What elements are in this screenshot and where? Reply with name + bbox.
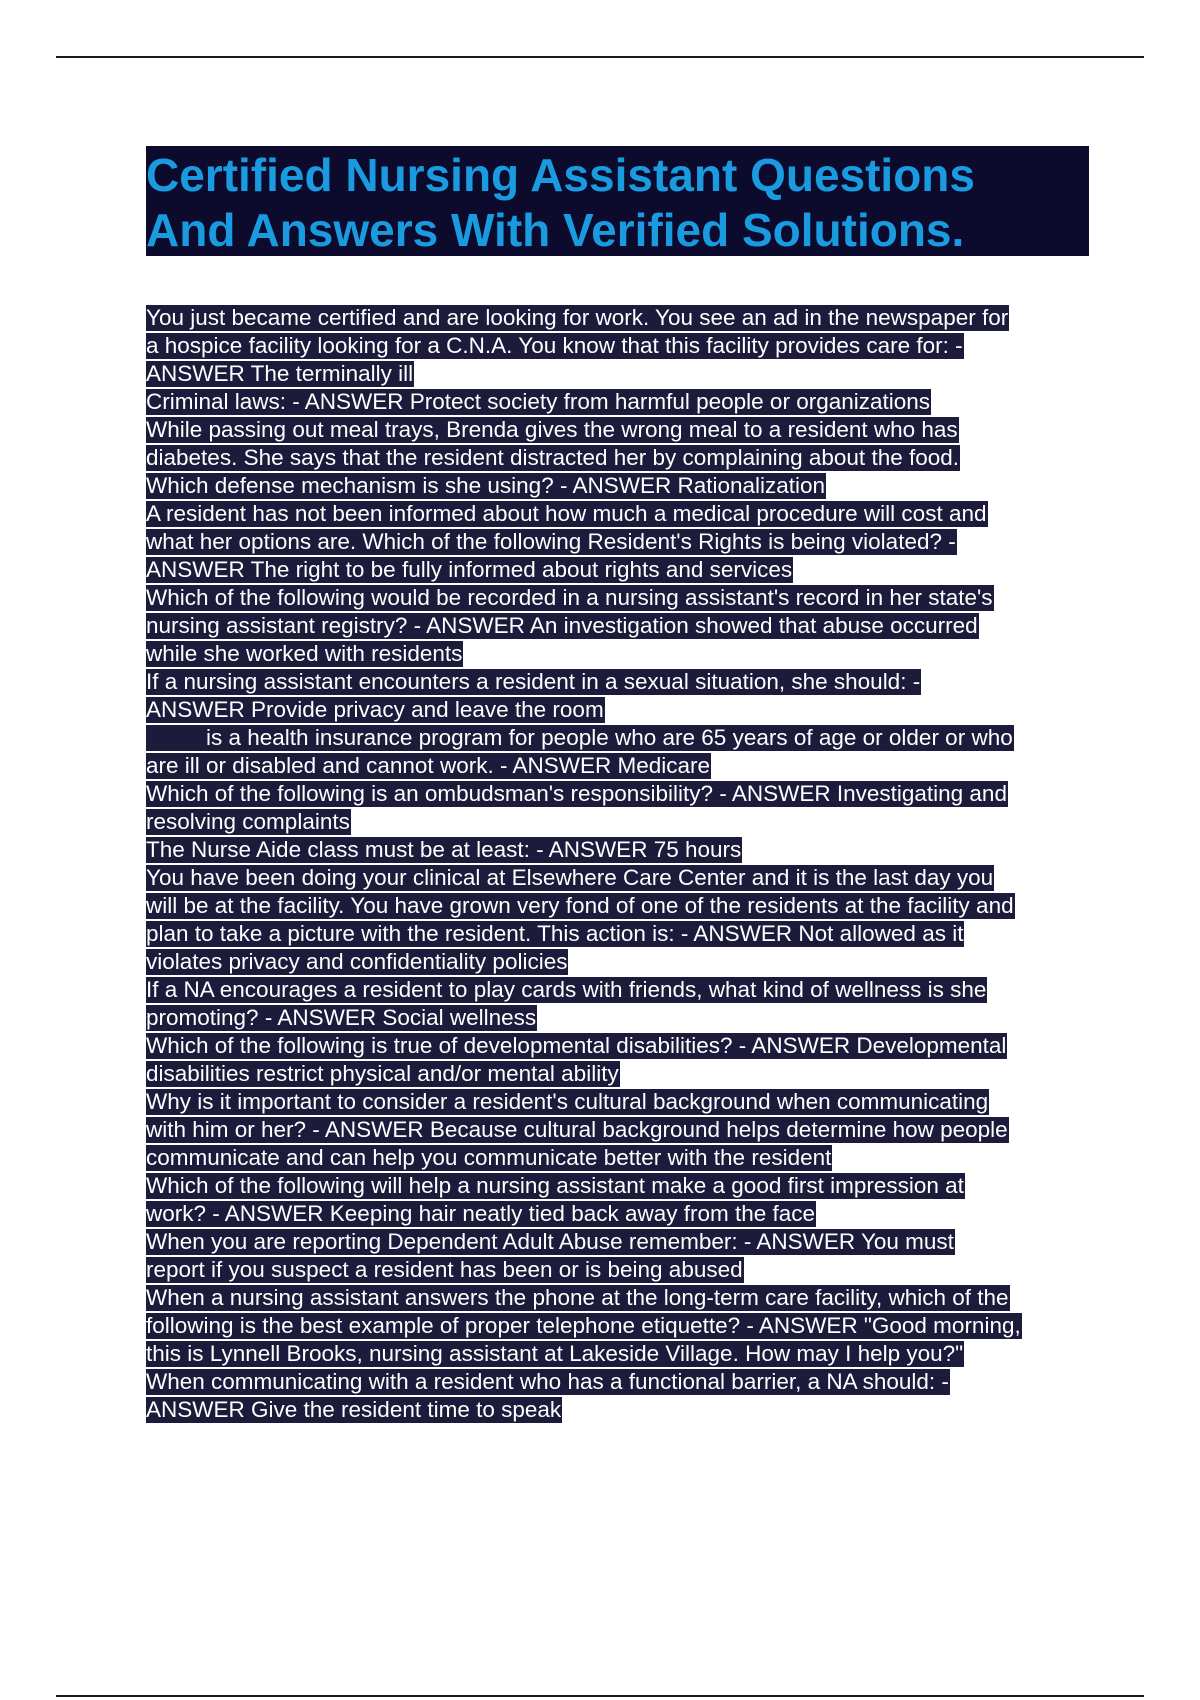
text-line	[146, 1312, 1091, 1340]
text-line	[146, 1256, 1091, 1284]
text-line-content	[146, 725, 1014, 751]
text-line	[146, 920, 1091, 948]
document-title-block	[146, 146, 1089, 256]
text-line	[146, 528, 1091, 556]
text-line	[146, 332, 1091, 360]
text-line-content: report if you suspect a resident has been or is being abused	[146, 1257, 743, 1282]
text-line-content: You just became certified and are looking for work. You see an ad in the newspaper for	[146, 305, 1009, 330]
text-line	[146, 976, 1091, 1004]
text-line-content: When a nursing assistant answers the phone at the long-term care facility, which of the	[146, 1285, 1009, 1310]
text-line	[146, 864, 1091, 892]
text-line	[146, 360, 1091, 388]
text-line	[146, 444, 1091, 472]
text-line-content: nursing assistant registry? - ANSWER An investigation showed that abuse occurred	[146, 613, 978, 638]
text-line	[146, 304, 1091, 332]
text-line-content: If a nursing assistant encounters a resident in a sexual situation, she should: -	[146, 669, 921, 694]
text-line	[146, 808, 1091, 836]
text-line	[146, 1032, 1091, 1060]
text-line-content: You have been doing your clinical at Elsewhere Care Center and it is the last day you	[146, 865, 994, 890]
text-line-content: If a NA encourages a resident to play cards with friends, what kind of wellness is she	[146, 977, 987, 1002]
text-line	[146, 472, 1091, 500]
text-line	[146, 892, 1091, 920]
text-line-content: will be at the facility. You have grown very fond of one of the residents at the facility and	[146, 893, 1014, 918]
text-line-content: with him or her? - ANSWER Because cultural background helps determine how people	[146, 1117, 1008, 1142]
text-line	[146, 1340, 1091, 1368]
text-line-content: A resident has not been informed about how much a medical procedure will cost and	[146, 501, 987, 526]
text-line	[146, 584, 1091, 612]
text-line-content: Which of the following will help a nursing assistant make a good first impression at	[146, 1173, 964, 1198]
text-line-content: Criminal laws: - ANSWER Protect society from harmful people or organizations	[146, 389, 931, 414]
text-line	[146, 640, 1091, 668]
text-line-content: Which of the following is true of developmental disabilities? - ANSWER Developmental	[146, 1033, 1007, 1058]
text-line-content: ANSWER Give the resident time to speak	[146, 1397, 562, 1422]
document-title-line-2: And Answers With Verified Solutions.	[146, 204, 965, 256]
text-line	[146, 416, 1091, 444]
text-line-content: diabetes. She says that the resident distracted her by complaining about the food.	[146, 445, 960, 470]
text-line	[146, 1060, 1091, 1088]
text-line	[146, 388, 1091, 416]
text-line	[146, 724, 1091, 752]
text-line-rest: is a health insurance program for people who are 65 years of age or older or who	[206, 725, 1013, 750]
text-line	[146, 668, 1091, 696]
text-line-content: violates privacy and confidentiality policies	[146, 949, 568, 974]
document-title-line-1: Certified Nursing Assistant Questions	[146, 149, 975, 201]
text-line	[146, 612, 1091, 640]
text-line	[146, 1368, 1091, 1396]
text-line-content: what her options are. Which of the following Resident's Rights is being violated? -	[146, 529, 956, 554]
text-line-content: following is the best example of proper telephone etiquette? - ANSWER "Good morning,	[146, 1313, 1021, 1338]
text-line	[146, 1172, 1091, 1200]
text-line	[146, 1004, 1091, 1032]
text-line-content: work? - ANSWER Keeping hair neatly tied back away from the face	[146, 1201, 816, 1226]
text-line-content: this is Lynnell Brooks, nursing assistant at Lakeside Village. How may I help you?"	[146, 1341, 964, 1366]
text-line	[146, 556, 1091, 584]
text-line-content: communicate and can help you communicate better with the resident	[146, 1145, 832, 1170]
text-line-content: are ill or disabled and cannot work. - ANSWER Medicare	[146, 753, 710, 778]
text-line-content: while she worked with residents	[146, 641, 463, 666]
text-line	[146, 836, 1091, 864]
text-line	[146, 780, 1091, 808]
text-line-content: plan to take a picture with the resident. This action is: - ANSWER Not allowed as it	[146, 921, 964, 946]
text-line	[146, 948, 1091, 976]
text-line	[146, 1088, 1091, 1116]
text-line-content: When communicating with a resident who has a functional barrier, a NA should: -	[146, 1369, 949, 1394]
text-line	[146, 500, 1091, 528]
text-line	[146, 1116, 1091, 1144]
text-line	[146, 752, 1091, 780]
text-line-content: While passing out meal trays, Brenda gives the wrong meal to a resident who has	[146, 417, 958, 442]
bottom-rule	[56, 1695, 1144, 1697]
text-line	[146, 1396, 1091, 1424]
text-line	[146, 1200, 1091, 1228]
text-line-content: promoting? - ANSWER Social wellness	[146, 1005, 537, 1030]
top-rule	[56, 56, 1144, 58]
text-line-content: Why is it important to consider a resident's cultural background when communicating	[146, 1089, 989, 1114]
text-line-content: ANSWER Provide privacy and leave the room	[146, 697, 604, 722]
text-line-content: disabilities restrict physical and/or mental ability	[146, 1061, 619, 1086]
text-line-content: Which of the following is an ombudsman's responsibility? - ANSWER Investigating and	[146, 781, 1007, 806]
text-line	[146, 1144, 1091, 1172]
text-line	[146, 1228, 1091, 1256]
text-line-content: ANSWER The right to be fully informed about rights and services	[146, 557, 793, 582]
qa-body	[146, 304, 1091, 1424]
text-line	[146, 1284, 1091, 1312]
text-line	[146, 696, 1091, 724]
text-line-content: a hospice facility looking for a C.N.A. You know that this facility provides care for: -	[146, 333, 963, 358]
text-line-content: resolving complaints	[146, 809, 350, 834]
text-line-content: When you are reporting Dependent Adult Abuse remember: - ANSWER You must	[146, 1229, 954, 1254]
text-line-content: The Nurse Aide class must be at least: - ANSWER 75 hours	[146, 837, 742, 862]
text-line-content: Which of the following would be recorded in a nursing assistant's record in her state's	[146, 585, 993, 610]
text-line-content: Which defense mechanism is she using? - ANSWER Rationalization	[146, 473, 826, 498]
text-line-content: ANSWER The terminally ill	[146, 361, 414, 386]
